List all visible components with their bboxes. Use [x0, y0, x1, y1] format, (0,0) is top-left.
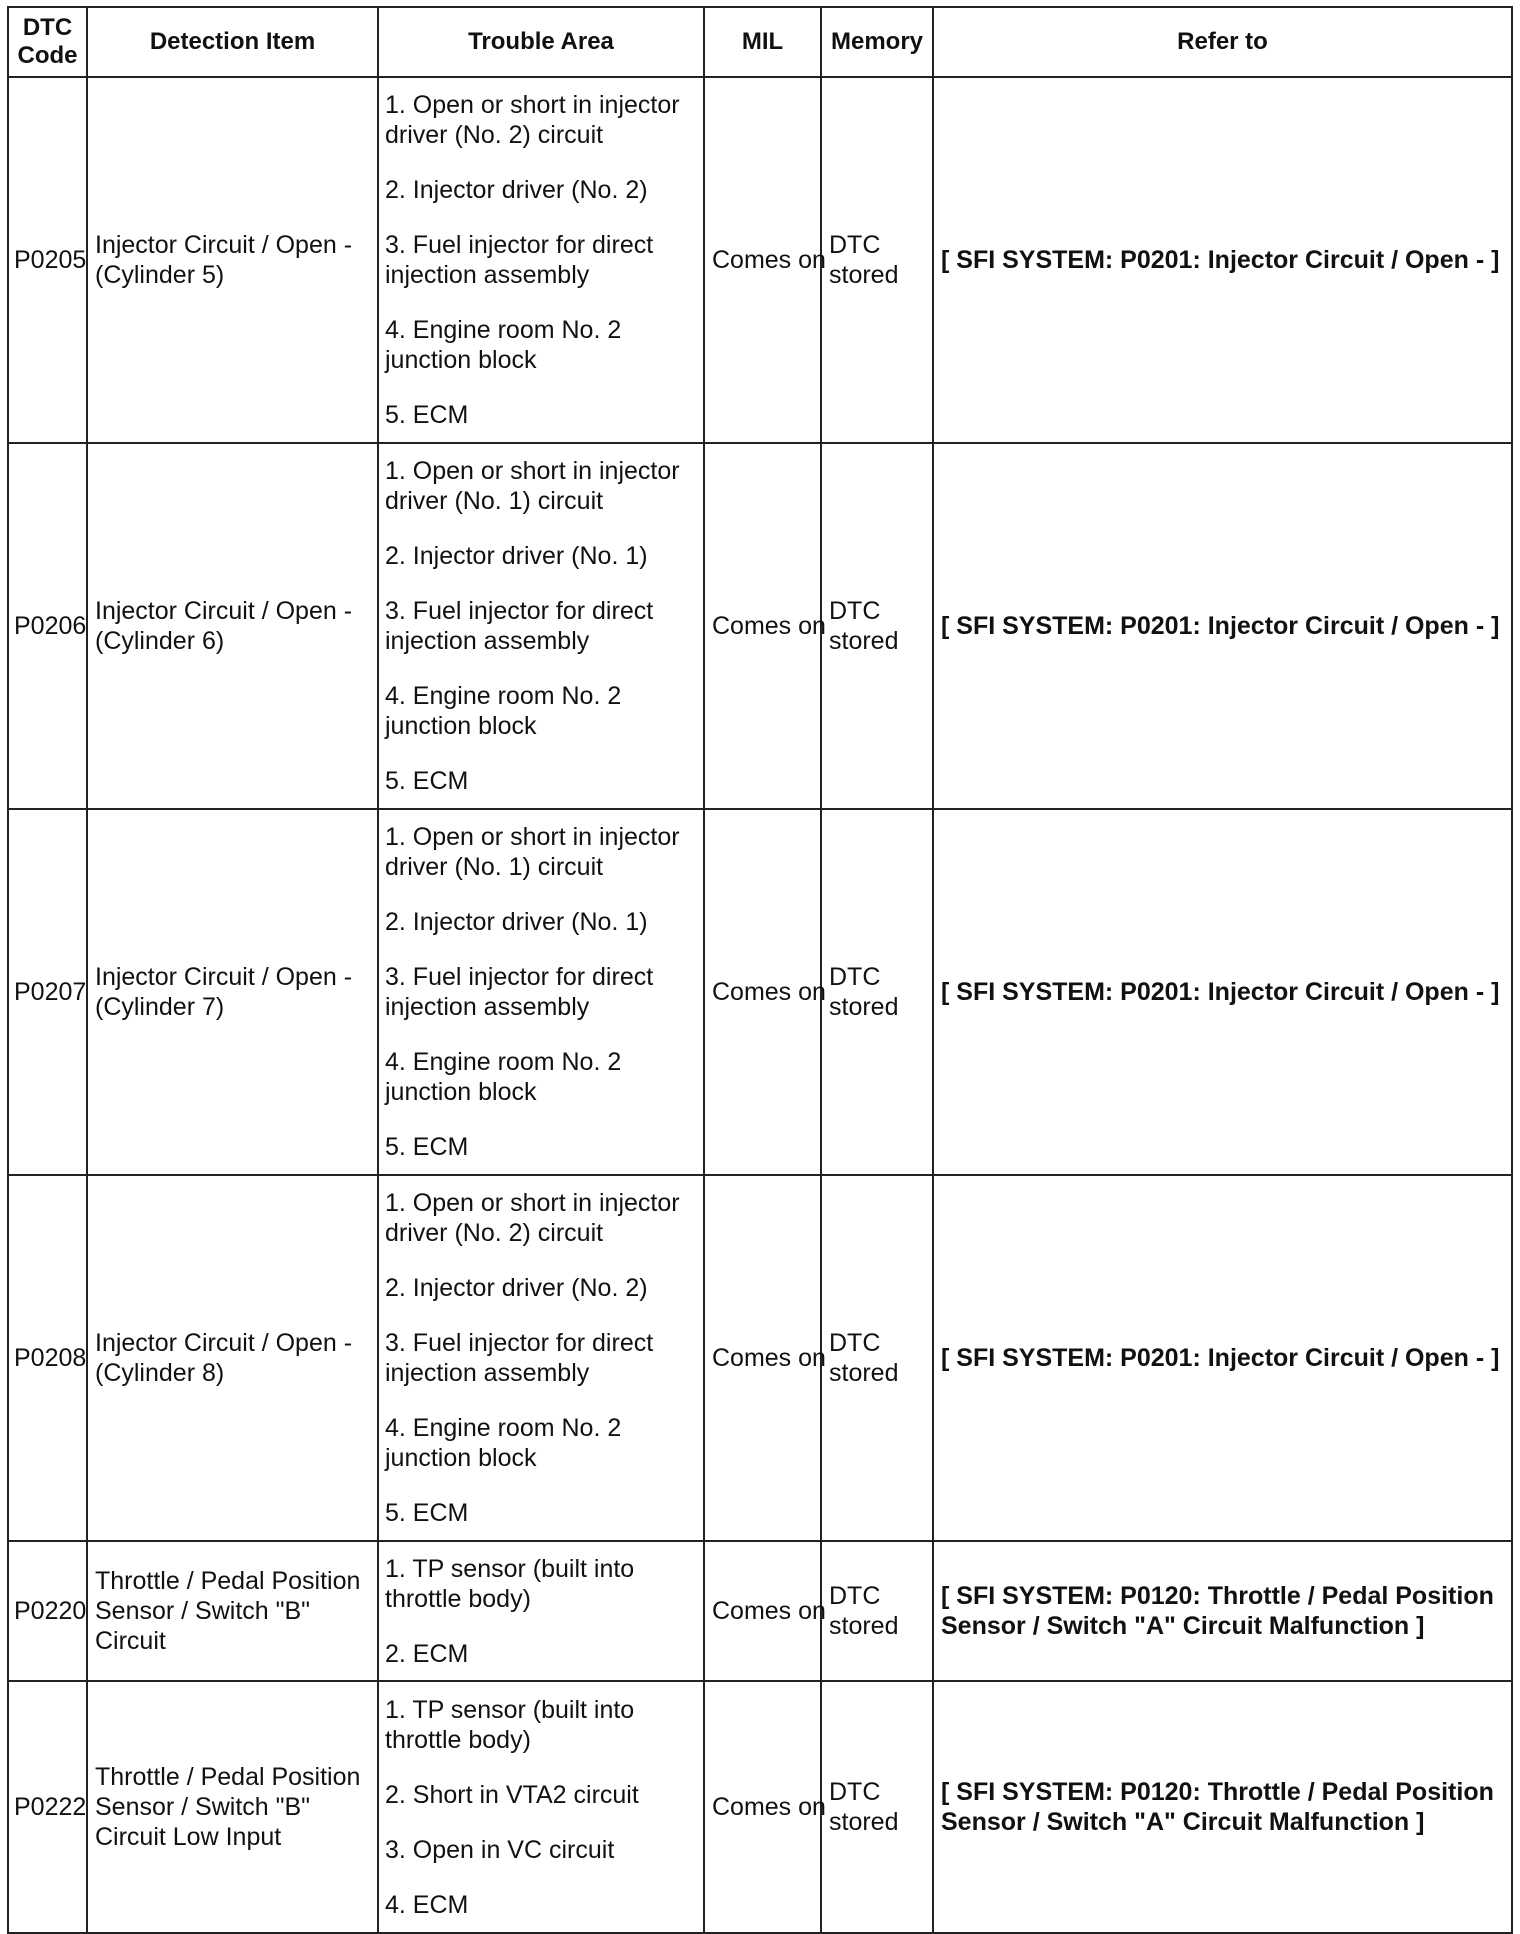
- trouble-area-cell: [378, 809, 704, 1175]
- dtc-code-cell: P0206: [8, 443, 87, 809]
- table-body: [8, 77, 1512, 1933]
- mil-cell: Comes on: [704, 1681, 821, 1933]
- trouble-area-item: 5. ECM: [385, 767, 469, 795]
- refer-to-link[interactable]: [ SFI SYSTEM: P0201: Injector Circuit / Open - ]: [933, 809, 1512, 1175]
- trouble-area-item: 3. Open in VC circuit: [385, 1835, 615, 1864]
- dtc-table: [7, 6, 1513, 1934]
- header-refer-to: Refer to: [933, 7, 1512, 77]
- trouble-area-item: 4. Engine room No. 2 junction block: [385, 682, 622, 740]
- trouble-area-item: 5. ECM: [385, 1499, 469, 1527]
- trouble-area-item: 3. Fuel injector for direct injection assembly: [385, 1329, 654, 1387]
- trouble-area-item: 4. Engine room No. 2 junction block: [385, 316, 622, 374]
- dtc-code-cell: P0208: [8, 1175, 87, 1541]
- memory-cell: DTC stored: [821, 1681, 933, 1933]
- table-row: [8, 443, 1512, 809]
- trouble-area-cell: [378, 1541, 704, 1681]
- dtc-table-sheet: [7, 6, 1511, 1919]
- table-row: [8, 809, 1512, 1175]
- memory-cell: DTC stored: [821, 1175, 933, 1541]
- refer-to-link[interactable]: [ SFI SYSTEM: P0201: Injector Circuit / Open - ]: [933, 443, 1512, 809]
- dtc-code-cell: P0205: [8, 77, 87, 443]
- memory-cell: DTC stored: [821, 443, 933, 809]
- header-dtc-code: DTC Code: [8, 7, 87, 77]
- mil-cell: Comes on: [704, 1541, 821, 1681]
- trouble-area-cell: [378, 1681, 704, 1933]
- trouble-area-item: 4. Engine room No. 2 junction block: [385, 1414, 622, 1472]
- dtc-code-cell: P0220: [8, 1541, 87, 1681]
- trouble-area-item: 2. Injector driver (No. 1): [385, 908, 648, 936]
- trouble-area-item: 3. Fuel injector for direct injection assembly: [385, 231, 654, 289]
- mil-cell: Comes on: [704, 1175, 821, 1541]
- header-memory: Memory: [821, 7, 933, 77]
- trouble-area-item: 4. Engine room No. 2 junction block: [385, 1048, 622, 1106]
- dtc-code-cell: P0222: [8, 1681, 87, 1933]
- trouble-area-item: 2. Injector driver (No. 1): [385, 542, 648, 570]
- detection-item-cell: Injector Circuit / Open - (Cylinder 5): [87, 77, 378, 443]
- trouble-area-cell: [378, 77, 704, 443]
- memory-cell: DTC stored: [821, 809, 933, 1175]
- trouble-area-item: 2. Injector driver (No. 2): [385, 1274, 648, 1302]
- trouble-area-cell: [378, 443, 704, 809]
- trouble-area-item: 1. TP sensor (built into throttle body): [385, 1695, 635, 1754]
- trouble-area-item: 4. ECM: [385, 1890, 469, 1919]
- mil-cell: Comes on: [704, 443, 821, 809]
- table-row: [8, 1681, 1512, 1933]
- refer-to-link[interactable]: [ SFI SYSTEM: P0201: Injector Circuit / Open - ]: [933, 1175, 1512, 1541]
- trouble-area-item: 3. Fuel injector for direct injection assembly: [385, 597, 654, 655]
- detection-item-cell: Throttle / Pedal Position Sensor / Switch "B" Circuit Low Input: [87, 1681, 378, 1933]
- trouble-area-cell: [378, 1175, 704, 1541]
- trouble-area-item: 1. TP sensor (built into throttle body): [385, 1554, 635, 1613]
- refer-to-link[interactable]: [ SFI SYSTEM: P0201: Injector Circuit / Open - ]: [933, 77, 1512, 443]
- detection-item-cell: Injector Circuit / Open - (Cylinder 6): [87, 443, 378, 809]
- refer-to-link[interactable]: [ SFI SYSTEM: P0120: Throttle / Pedal Position Sensor / Switch "A" Circuit Malfunction ]: [933, 1541, 1512, 1681]
- detection-item-cell: Injector Circuit / Open - (Cylinder 8): [87, 1175, 378, 1541]
- detection-item-cell: Throttle / Pedal Position Sensor / Switch "B" Circuit: [87, 1541, 378, 1681]
- trouble-area-item: 2. Injector driver (No. 2): [385, 176, 648, 204]
- trouble-area-item: 1. Open or short in injector driver (No. 1) circuit: [385, 823, 680, 881]
- trouble-area-item: 2. Short in VTA2 circuit: [385, 1780, 639, 1809]
- header-detection-item: Detection Item: [87, 7, 378, 77]
- detection-item-cell: Injector Circuit / Open - (Cylinder 7): [87, 809, 378, 1175]
- trouble-area-item: 1. Open or short in injector driver (No. 2) circuit: [385, 91, 680, 149]
- table-header-row: [8, 7, 1512, 77]
- dtc-code-cell: P0207: [8, 809, 87, 1175]
- table-row: [8, 1541, 1512, 1681]
- refer-to-link[interactable]: [ SFI SYSTEM: P0120: Throttle / Pedal Position Sensor / Switch "A" Circuit Malfunction ]: [933, 1681, 1512, 1933]
- memory-cell: DTC stored: [821, 1541, 933, 1681]
- trouble-area-item: 3. Fuel injector for direct injection assembly: [385, 963, 654, 1021]
- memory-cell: DTC stored: [821, 77, 933, 443]
- header-mil: MIL: [704, 7, 821, 77]
- mil-cell: Comes on: [704, 77, 821, 443]
- table-row: [8, 77, 1512, 443]
- trouble-area-item: 5. ECM: [385, 401, 469, 429]
- trouble-area-item: 5. ECM: [385, 1133, 469, 1161]
- mil-cell: Comes on: [704, 809, 821, 1175]
- trouble-area-item: 1. Open or short in injector driver (No. 1) circuit: [385, 457, 680, 515]
- trouble-area-item: 1. Open or short in injector driver (No. 2) circuit: [385, 1189, 680, 1247]
- table-row: [8, 1175, 1512, 1541]
- trouble-area-item: 2. ECM: [385, 1639, 469, 1668]
- header-trouble-area: Trouble Area: [378, 7, 704, 77]
